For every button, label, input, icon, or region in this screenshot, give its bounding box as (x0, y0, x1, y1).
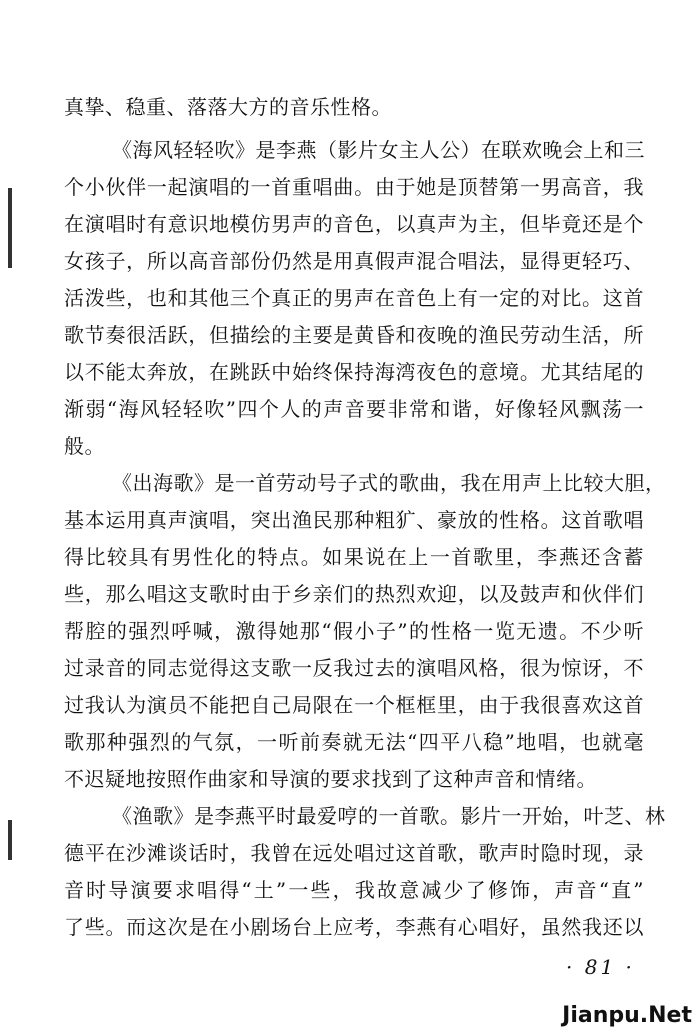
text-line: 真挚、稳重、落落大方的音乐性格。 (64, 95, 392, 119)
text-line: 些，那么唱这支歌时由于乡亲们的热烈欢迎，以及鼓声和伙伴们 (64, 582, 644, 606)
scan-edge-mark (8, 820, 12, 860)
scan-edge-mark (8, 188, 12, 268)
page-number: · 81 · (566, 955, 635, 979)
text-line: 帮腔的强烈呼喊，激得她那“假小子”的性格一览无遗。不少听 (64, 619, 644, 643)
text-line: 得比较具有男性化的特点。如果说在上一首歌里，李燕还含蓄 (64, 545, 644, 569)
text-line: 般。 (64, 434, 105, 458)
text-line: 歌那种强烈的气氛，一听前奏就无法“四平八稳”地唱，也就毫 (64, 730, 644, 754)
text-line: 不迟疑地按照作曲家和导演的要求找到了这种声音和情绪。 (64, 767, 597, 791)
text-line: 个小伙伴一起演唱的一首重唱曲。由于她是顶替第一男高音，我 (64, 175, 644, 199)
text-line: 以不能太奔放，在跳跃中始终保持海湾夜色的意境。尤其结尾的 (64, 360, 644, 384)
text-line: 音时导演要求唱得“土”一些，我故意减少了修饰，声音“直” (64, 878, 644, 902)
text-line: 活泼些，也和其他三个真正的男声在音色上有一定的对比。这首 (64, 286, 644, 310)
text-line: 《出海歌》是一首劳动号子式的歌曲，我在用声上比较大胆， (112, 471, 666, 495)
text-line: 歌节奏很活跃，但描绘的主要是黄昏和夜晚的渔民劳动生活，所 (64, 323, 644, 347)
text-line: 过录音的同志觉得这支歌一反我过去的演唱风格，很为惊讶，不 (64, 656, 644, 680)
watermark-logo: Jianpu.Net (562, 1003, 692, 1028)
text-line: 《渔歌》是李燕平时最爱哼的一首歌。影片一开始，叶芝、林 (112, 804, 666, 828)
text-line: 《海风轻轻吹》是李燕（影片女主人公）在联欢晚会上和三 (112, 138, 645, 162)
text-line: 渐弱“海风轻轻吹”四个人的声音要非常和谐，好像轻风飘荡一 (64, 397, 644, 421)
text-line: 基本运用真声演唱，突出渔民那种粗犷、豪放的性格。这首歌唱 (64, 508, 644, 532)
text-line: 了些。而这次是在小剧场台上应考，李燕有心唱好，虽然我还以 (64, 915, 644, 939)
text-line: 女孩子，所以高音部份仍然是用真假声混合唱法，显得更轻巧、 (64, 249, 644, 273)
text-line: 过我认为演员不能把自己局限在一个框框里，由于我很喜欢这首 (64, 693, 644, 717)
text-line: 德平在沙滩谈话时，我曾在远处唱过这首歌，歌声时隐时现，录 (64, 841, 644, 865)
text-line: 在演唱时有意识地模仿男声的音色，以真声为主，但毕竟还是个 (64, 212, 644, 236)
